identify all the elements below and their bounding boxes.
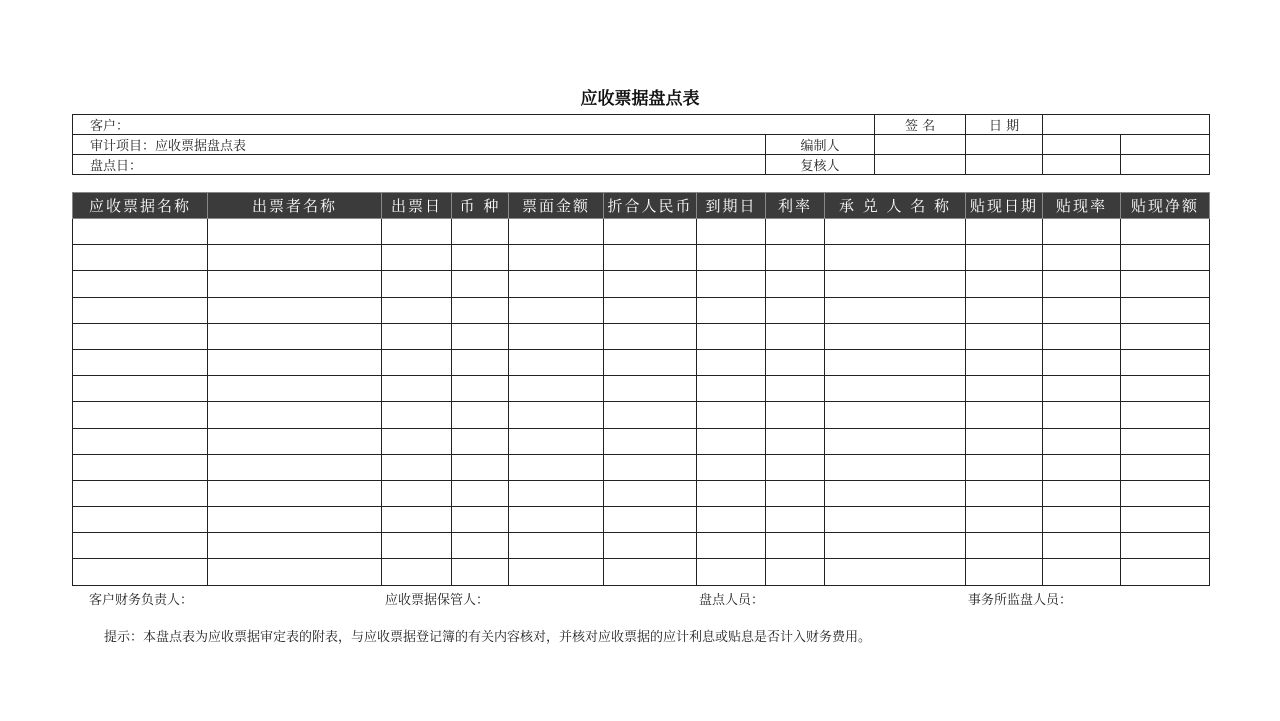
- table-cell[interactable]: [1043, 349, 1121, 375]
- table-cell[interactable]: [604, 428, 697, 454]
- table-cell[interactable]: [509, 533, 604, 559]
- table-cell[interactable]: [966, 454, 1043, 480]
- table-cell[interactable]: [825, 559, 966, 585]
- table-cell[interactable]: [208, 297, 382, 323]
- table-cell[interactable]: [1043, 559, 1121, 585]
- table-cell[interactable]: [697, 402, 766, 428]
- table-cell[interactable]: [1121, 507, 1210, 533]
- table-cell[interactable]: [697, 245, 766, 271]
- table-cell[interactable]: [604, 323, 697, 349]
- table-cell[interactable]: [766, 323, 825, 349]
- table-cell[interactable]: [766, 507, 825, 533]
- info-cell[interactable]: [1043, 115, 1210, 135]
- table-cell[interactable]: [825, 402, 966, 428]
- table-row: [73, 219, 1210, 245]
- info-cell[interactable]: [1043, 155, 1121, 175]
- column-header: 贴现日期: [966, 193, 1043, 219]
- table-cell[interactable]: [73, 376, 208, 402]
- table-cell[interactable]: [73, 533, 208, 559]
- table-cell[interactable]: [697, 533, 766, 559]
- table-cell[interactable]: [1121, 245, 1210, 271]
- table-cell[interactable]: [73, 349, 208, 375]
- table-cell[interactable]: [208, 271, 382, 297]
- column-header: 出票者名称: [208, 193, 382, 219]
- table-cell[interactable]: [1043, 533, 1121, 559]
- table-row: [73, 533, 1210, 559]
- column-header: 出票日: [382, 193, 452, 219]
- table-cell[interactable]: [509, 245, 604, 271]
- column-header: 利率: [766, 193, 825, 219]
- table-row: [73, 323, 1210, 349]
- table-cell[interactable]: [509, 349, 604, 375]
- table-cell[interactable]: [966, 533, 1043, 559]
- table-cell[interactable]: [509, 402, 604, 428]
- table-cell[interactable]: [382, 271, 452, 297]
- table-cell[interactable]: [382, 454, 452, 480]
- table-cell[interactable]: [766, 559, 825, 585]
- table-cell[interactable]: [73, 428, 208, 454]
- table-cell[interactable]: [1121, 376, 1210, 402]
- table-cell[interactable]: [1043, 402, 1121, 428]
- reviewer-label: 复核人: [766, 155, 875, 175]
- column-header: 承 兑 人 名 称: [825, 193, 966, 219]
- table-cell[interactable]: [766, 271, 825, 297]
- table-cell[interactable]: [697, 454, 766, 480]
- table-cell[interactable]: [73, 297, 208, 323]
- info-cell[interactable]: [1121, 135, 1210, 155]
- counter-label: 盘点人员：: [699, 593, 765, 608]
- column-header: 票面金额: [509, 193, 604, 219]
- column-header: 贴现净额: [1121, 193, 1210, 219]
- table-cell[interactable]: [1043, 428, 1121, 454]
- table-cell[interactable]: [1043, 454, 1121, 480]
- table-row: [73, 376, 1210, 402]
- table-cell[interactable]: [452, 219, 509, 245]
- table-cell[interactable]: [966, 219, 1043, 245]
- table-cell[interactable]: [452, 297, 509, 323]
- info-table: [72, 114, 1210, 175]
- table-cell[interactable]: [382, 297, 452, 323]
- table-cell[interactable]: [452, 428, 509, 454]
- table-cell[interactable]: [208, 533, 382, 559]
- table-cell[interactable]: [208, 245, 382, 271]
- table-cell[interactable]: [766, 428, 825, 454]
- table-cell[interactable]: [966, 507, 1043, 533]
- table-cell[interactable]: [604, 376, 697, 402]
- table-cell[interactable]: [604, 297, 697, 323]
- table-cell[interactable]: [697, 559, 766, 585]
- table-cell[interactable]: [825, 507, 966, 533]
- table-cell[interactable]: [766, 297, 825, 323]
- table-row: [73, 297, 1210, 323]
- table-cell[interactable]: [452, 349, 509, 375]
- sign-header: 签 名: [875, 115, 966, 135]
- table-cell[interactable]: [208, 219, 382, 245]
- table-cell[interactable]: [382, 376, 452, 402]
- table-cell[interactable]: [208, 402, 382, 428]
- table-row: [73, 507, 1210, 533]
- table-cell[interactable]: [382, 428, 452, 454]
- hint-text: 提示：本盘点表为应收票据审定表的附表，与应收票据登记簿的有关内容核对，并核对应收票据的应计利息或贴息是否计入财务费用。: [104, 630, 872, 645]
- table-cell[interactable]: [509, 507, 604, 533]
- table-cell[interactable]: [825, 428, 966, 454]
- column-header: 到期日: [697, 193, 766, 219]
- table-cell[interactable]: [966, 245, 1043, 271]
- table-cell[interactable]: [604, 454, 697, 480]
- table-cell[interactable]: [1121, 454, 1210, 480]
- table-cell[interactable]: [766, 533, 825, 559]
- table-cell[interactable]: [452, 454, 509, 480]
- table-cell[interactable]: [509, 297, 604, 323]
- table-cell[interactable]: [73, 559, 208, 585]
- table-cell[interactable]: [825, 533, 966, 559]
- table-cell[interactable]: [208, 349, 382, 375]
- table-cell[interactable]: [452, 245, 509, 271]
- table-cell[interactable]: [766, 480, 825, 506]
- table-cell[interactable]: [697, 323, 766, 349]
- table-cell[interactable]: [452, 507, 509, 533]
- table-cell[interactable]: [1121, 349, 1210, 375]
- table-cell[interactable]: [382, 323, 452, 349]
- table-cell[interactable]: [1043, 480, 1121, 506]
- table-cell[interactable]: [697, 376, 766, 402]
- info-cell[interactable]: [966, 155, 1043, 175]
- table-cell[interactable]: [604, 349, 697, 375]
- table-cell[interactable]: [1043, 219, 1121, 245]
- table-cell[interactable]: [452, 559, 509, 585]
- table-cell[interactable]: [452, 271, 509, 297]
- table-cell[interactable]: [382, 559, 452, 585]
- table-cell[interactable]: [382, 349, 452, 375]
- table-cell[interactable]: [966, 480, 1043, 506]
- column-header: 应收票据名称: [73, 193, 208, 219]
- table-cell[interactable]: [208, 559, 382, 585]
- table-cell[interactable]: [452, 480, 509, 506]
- table-cell[interactable]: [604, 402, 697, 428]
- table-cell[interactable]: [1043, 507, 1121, 533]
- table-cell[interactable]: [1121, 559, 1210, 585]
- table-cell[interactable]: [966, 402, 1043, 428]
- table-cell[interactable]: [766, 376, 825, 402]
- table-cell[interactable]: [1121, 402, 1210, 428]
- notes-table: [72, 192, 1210, 586]
- table-cell[interactable]: [766, 245, 825, 271]
- table-cell[interactable]: [766, 402, 825, 428]
- table-cell[interactable]: [1121, 297, 1210, 323]
- table-cell[interactable]: [697, 428, 766, 454]
- table-cell[interactable]: [452, 323, 509, 349]
- table-cell[interactable]: [208, 480, 382, 506]
- table-cell[interactable]: [1121, 271, 1210, 297]
- table-cell[interactable]: [509, 428, 604, 454]
- table-cell[interactable]: [73, 271, 208, 297]
- table-cell[interactable]: [382, 402, 452, 428]
- table-cell[interactable]: [697, 480, 766, 506]
- table-cell[interactable]: [825, 454, 966, 480]
- table-cell[interactable]: [697, 271, 766, 297]
- table-cell[interactable]: [966, 428, 1043, 454]
- table-cell[interactable]: [509, 480, 604, 506]
- table-cell[interactable]: [604, 480, 697, 506]
- table-cell[interactable]: [825, 219, 966, 245]
- audit-item-label: 审计项目：应收票据盘点表: [73, 135, 766, 155]
- column-header: 币 种: [452, 193, 509, 219]
- table-cell[interactable]: [509, 323, 604, 349]
- table-cell[interactable]: [825, 480, 966, 506]
- table-cell[interactable]: [509, 271, 604, 297]
- table-cell[interactable]: [825, 376, 966, 402]
- supervisor-label: 事务所监盘人员：: [968, 593, 1073, 608]
- table-cell[interactable]: [697, 219, 766, 245]
- table-cell[interactable]: [604, 271, 697, 297]
- table-cell[interactable]: [966, 323, 1043, 349]
- table-cell[interactable]: [604, 559, 697, 585]
- table-row: [73, 480, 1210, 506]
- table-cell[interactable]: [966, 559, 1043, 585]
- table-cell[interactable]: [604, 245, 697, 271]
- info-cell[interactable]: [875, 135, 966, 155]
- table-cell[interactable]: [509, 219, 604, 245]
- table-cell[interactable]: [697, 507, 766, 533]
- table-cell[interactable]: [509, 376, 604, 402]
- table-cell[interactable]: [1043, 297, 1121, 323]
- table-cell[interactable]: [1121, 219, 1210, 245]
- table-cell[interactable]: [1043, 271, 1121, 297]
- table-cell[interactable]: [604, 219, 697, 245]
- table-cell[interactable]: [966, 376, 1043, 402]
- table-row: [73, 349, 1210, 375]
- table-cell[interactable]: [382, 480, 452, 506]
- customer-label: 客户：: [73, 115, 875, 135]
- table-cell[interactable]: [825, 245, 966, 271]
- table-cell[interactable]: [73, 402, 208, 428]
- table-row: [73, 559, 1210, 585]
- table-cell[interactable]: [766, 219, 825, 245]
- table-cell[interactable]: [208, 323, 382, 349]
- table-cell[interactable]: [697, 297, 766, 323]
- count-date-label: 盘点日：: [73, 155, 766, 175]
- table-cell[interactable]: [1043, 245, 1121, 271]
- table-cell[interactable]: [452, 533, 509, 559]
- info-cell[interactable]: [875, 155, 966, 175]
- table-cell[interactable]: [382, 533, 452, 559]
- table-cell[interactable]: [208, 376, 382, 402]
- table-cell[interactable]: [966, 297, 1043, 323]
- table-cell[interactable]: [604, 507, 697, 533]
- table-cell[interactable]: [382, 507, 452, 533]
- preparer-label: 编制人: [766, 135, 875, 155]
- table-row: [73, 428, 1210, 454]
- table-row: [73, 454, 1210, 480]
- table-cell[interactable]: [966, 349, 1043, 375]
- date-header: 日 期: [966, 115, 1043, 135]
- table-row: [73, 245, 1210, 271]
- table-cell[interactable]: [825, 297, 966, 323]
- table-cell[interactable]: [1121, 428, 1210, 454]
- table-cell[interactable]: [452, 376, 509, 402]
- table-cell[interactable]: [73, 323, 208, 349]
- table-cell[interactable]: [208, 454, 382, 480]
- table-cell[interactable]: [1043, 376, 1121, 402]
- table-cell[interactable]: [208, 507, 382, 533]
- table-cell[interactable]: [1121, 533, 1210, 559]
- info-cell[interactable]: [1121, 155, 1210, 175]
- table-cell[interactable]: [766, 454, 825, 480]
- table-cell[interactable]: [382, 245, 452, 271]
- table-cell[interactable]: [1043, 323, 1121, 349]
- table-cell[interactable]: [73, 219, 208, 245]
- table-cell[interactable]: [1121, 323, 1210, 349]
- table-cell[interactable]: [966, 271, 1043, 297]
- table-row: [73, 402, 1210, 428]
- table-cell[interactable]: [452, 402, 509, 428]
- table-cell[interactable]: [766, 349, 825, 375]
- column-header: 贴现率: [1043, 193, 1121, 219]
- finance-head-label: 客户财务负责人：: [89, 593, 194, 608]
- column-header: 折合人民币: [604, 193, 697, 219]
- table-cell[interactable]: [604, 533, 697, 559]
- table-cell[interactable]: [825, 323, 966, 349]
- table-cell[interactable]: [509, 559, 604, 585]
- keeper-label: 应收票据保管人：: [385, 593, 490, 608]
- table-cell[interactable]: [509, 454, 604, 480]
- table-cell[interactable]: [208, 428, 382, 454]
- info-cell[interactable]: [966, 135, 1043, 155]
- table-cell[interactable]: [382, 219, 452, 245]
- page-title: 应收票据盘点表: [580, 89, 700, 109]
- table-row: [73, 271, 1210, 297]
- table-cell[interactable]: [73, 507, 208, 533]
- table-cell[interactable]: [73, 454, 208, 480]
- table-cell[interactable]: [73, 245, 208, 271]
- table-cell[interactable]: [697, 349, 766, 375]
- table-cell[interactable]: [73, 480, 208, 506]
- info-cell[interactable]: [1043, 135, 1121, 155]
- table-cell[interactable]: [825, 271, 966, 297]
- table-cell[interactable]: [825, 349, 966, 375]
- table-cell[interactable]: [1121, 480, 1210, 506]
